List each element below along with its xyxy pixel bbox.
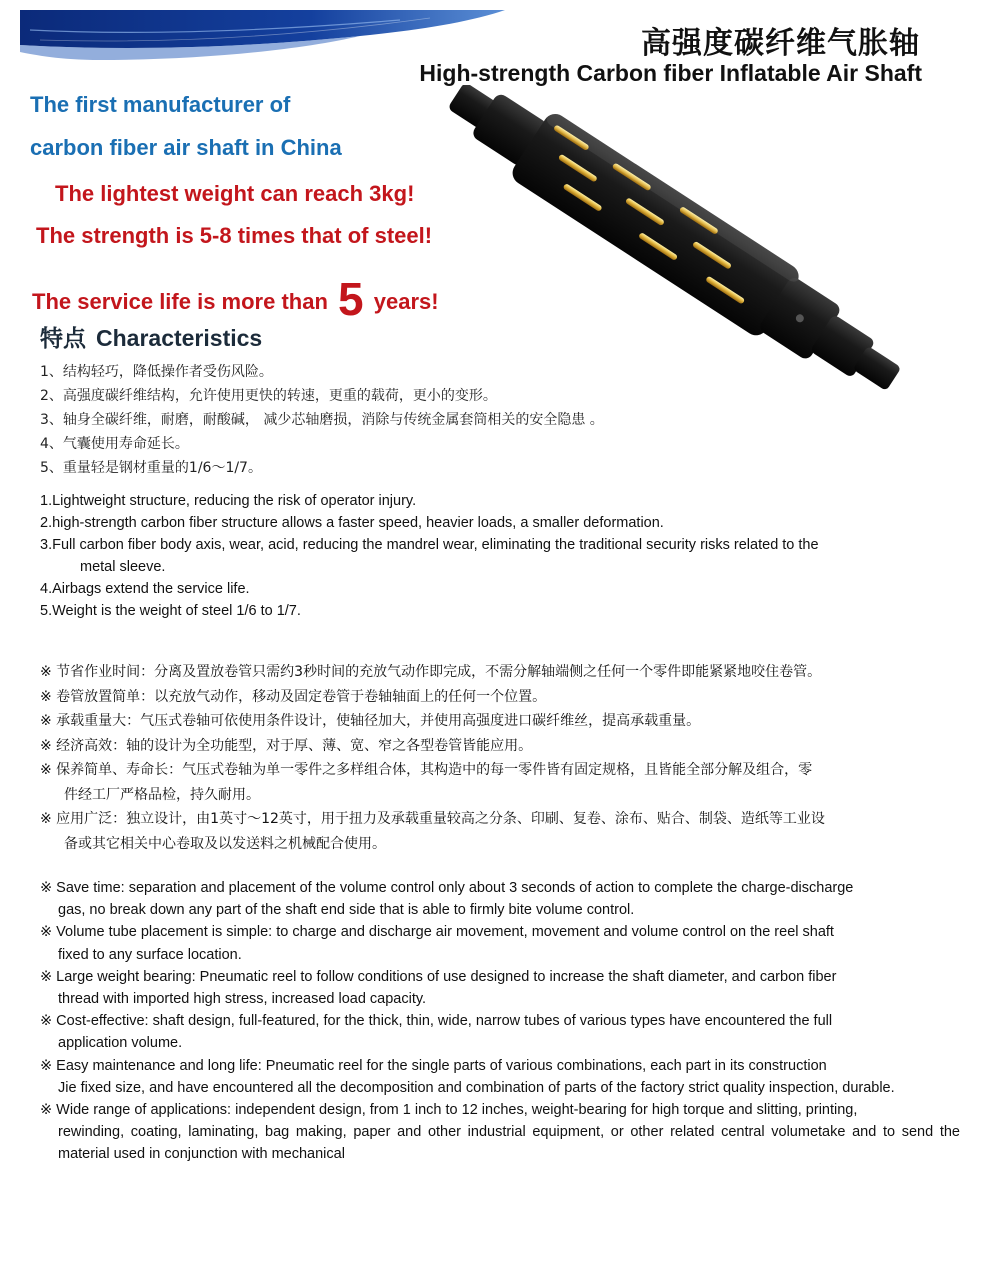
characteristics-label-en: Characteristics bbox=[96, 325, 263, 351]
title-english: High-strength Carbon fiber Inflatable Air Shaft bbox=[419, 60, 922, 86]
characteristics-label-cn: 特点 bbox=[40, 325, 86, 351]
list-item bbox=[40, 1055, 960, 1099]
list-item-text: ※ Cost-effective: shaft design, full-featured, for the thick, thin, wide, narrow tubes of various types have encountered the full bbox=[40, 1013, 833, 1030]
features-list-en bbox=[40, 877, 960, 1166]
list-item-text: ※ 应用广泛：独立设计，由1英寸～12英寸，用于扭力及承载重量较高之分条、印刷、复卷、涂布、贴合、制袋、造纸等工业设 bbox=[40, 811, 825, 827]
list-item bbox=[40, 921, 960, 965]
highlight-strength: The strength is 5-8 times that of steel! bbox=[36, 223, 433, 248]
service-life-prefix: The service life is more than bbox=[32, 289, 328, 314]
list-item bbox=[40, 1099, 960, 1166]
service-life-number: 5 bbox=[338, 273, 364, 325]
list-item-continuation: 备或其它相关中心卷取及以发送料之机械配合使用。 bbox=[64, 835, 386, 852]
list-item-text: ※ Wide range of applications: independent design, from 1 inch to 12 inches, weight-bearing for high torque and slitting, printing, bbox=[40, 1102, 858, 1119]
list-item-continuation: metal sleeve. bbox=[80, 559, 166, 575]
list-item bbox=[40, 1010, 960, 1054]
highlight-line-1: The first manufacturer of bbox=[30, 92, 291, 117]
list-item: 1.Lightweight structure, reducing the risk of operator injury. bbox=[40, 493, 417, 509]
list-item-text: ※ 保养简单、寿命长：气压式卷轴为单一零件之多样组合体，其构造中的每一零件皆有固定规格，且皆能全部分解及组合，零 bbox=[40, 762, 813, 778]
list-item-continuation: application volume. bbox=[58, 1035, 183, 1052]
list-item-continuation: fixed to any surface location. bbox=[58, 946, 242, 963]
list-item: ※ 经济高效：轴的设计为全功能型，对于厚、薄、宽、窄之各型卷管皆能应用。 bbox=[40, 737, 533, 754]
list-item bbox=[40, 534, 940, 578]
characteristics-list-en bbox=[40, 490, 940, 622]
service-life-suffix: years! bbox=[373, 289, 439, 314]
highlight-service-life bbox=[32, 272, 439, 326]
list-item: 4、气囊使用寿命延长。 bbox=[40, 436, 189, 452]
features-list-cn bbox=[40, 660, 960, 856]
list-item: ※ 卷管放置简单：以充放气动作，移动及固定卷管于卷轴轴面上的任何一个位置。 bbox=[40, 688, 547, 705]
list-item: 5、重量轻是钢材重量的1/6～1/7。 bbox=[40, 460, 262, 476]
list-item-text: ※ Large weight bearing: Pneumatic reel to follow conditions of use designed to increase the shaft diameter, and carbon fiber bbox=[40, 968, 837, 985]
list-item-text: ※ Volume tube placement is simple: to charge and discharge air movement, movement and volume control on the reel shaft bbox=[40, 924, 834, 941]
list-item-text: ※ Easy maintenance and long life: Pneumatic reel for the single parts of various combinations, each part in its construction bbox=[40, 1057, 827, 1074]
highlight-line-2: carbon fiber air shaft in China bbox=[30, 135, 342, 160]
list-item bbox=[40, 966, 960, 1010]
list-item bbox=[40, 807, 960, 856]
characteristics-list-cn bbox=[40, 360, 604, 480]
list-item: 4.Airbags extend the service life. bbox=[40, 581, 250, 597]
list-item-text: ※ Save time: separation and placement of the volume control only about 3 seconds of action to complete the charge-discharge bbox=[40, 880, 854, 896]
list-item: 3、轴身全碳纤维，耐磨，耐酸碱， 减少芯轴磨损，消除与传统金属套筒相关的安全隐患 。 bbox=[40, 412, 604, 428]
list-item-continuation: gas, no break down any part of the shaft end side that is able to firmly bite volume control. bbox=[58, 902, 635, 919]
title-chinese: 高强度碳纤维气胀轴 bbox=[641, 26, 920, 61]
list-item: 1、结构轻巧，降低操作者受伤风险。 bbox=[40, 364, 273, 380]
list-item: 5.Weight is the weight of steel 1/6 to 1/7. bbox=[40, 603, 301, 619]
list-item-continuation: Jie fixed size, and have encountered all the decomposition and combination of parts of the factory strict quality inspection, durable. bbox=[58, 1079, 895, 1096]
highlight-lightest-weight: The lightest weight can reach 3kg! bbox=[55, 181, 415, 206]
list-item-continuation: 件经工厂严格品检，持久耐用。 bbox=[64, 786, 260, 803]
list-item bbox=[40, 877, 960, 921]
list-item: 2、高强度碳纤维结构，允许使用更快的转速，更重的载荷，更小的变形。 bbox=[40, 388, 497, 404]
list-item-continuation: thread with imported high stress, increased load capacity. bbox=[58, 991, 427, 1008]
list-item-continuation: rewinding, coating, laminating, bag making, paper and other industrial equipment, or other related central volumetake and to send the material used in conjunction with mechanical bbox=[58, 1124, 960, 1163]
characteristics-heading bbox=[40, 320, 272, 353]
list-item-text: 3.Full carbon fiber body axis, wear, acid, reducing the mandrel wear, eliminating the traditional security risks related to the bbox=[40, 537, 819, 553]
list-item: 2.high-strength carbon fiber structure allows a faster speed, heavier loads, a smaller deformation. bbox=[40, 515, 664, 531]
list-item bbox=[40, 758, 960, 807]
list-item: ※ 节省作业时间：分离及置放卷管只需约3秒时间的充放气动作即完成，不需分解轴端侧之任何一个零件即能紧紧地咬住卷管。 bbox=[40, 664, 822, 680]
list-item: ※ 承载重量大：气压式卷轴可依使用条件设计，使轴径加大，并使用高强度进口碳纤维丝，提高承载重量。 bbox=[40, 713, 701, 729]
